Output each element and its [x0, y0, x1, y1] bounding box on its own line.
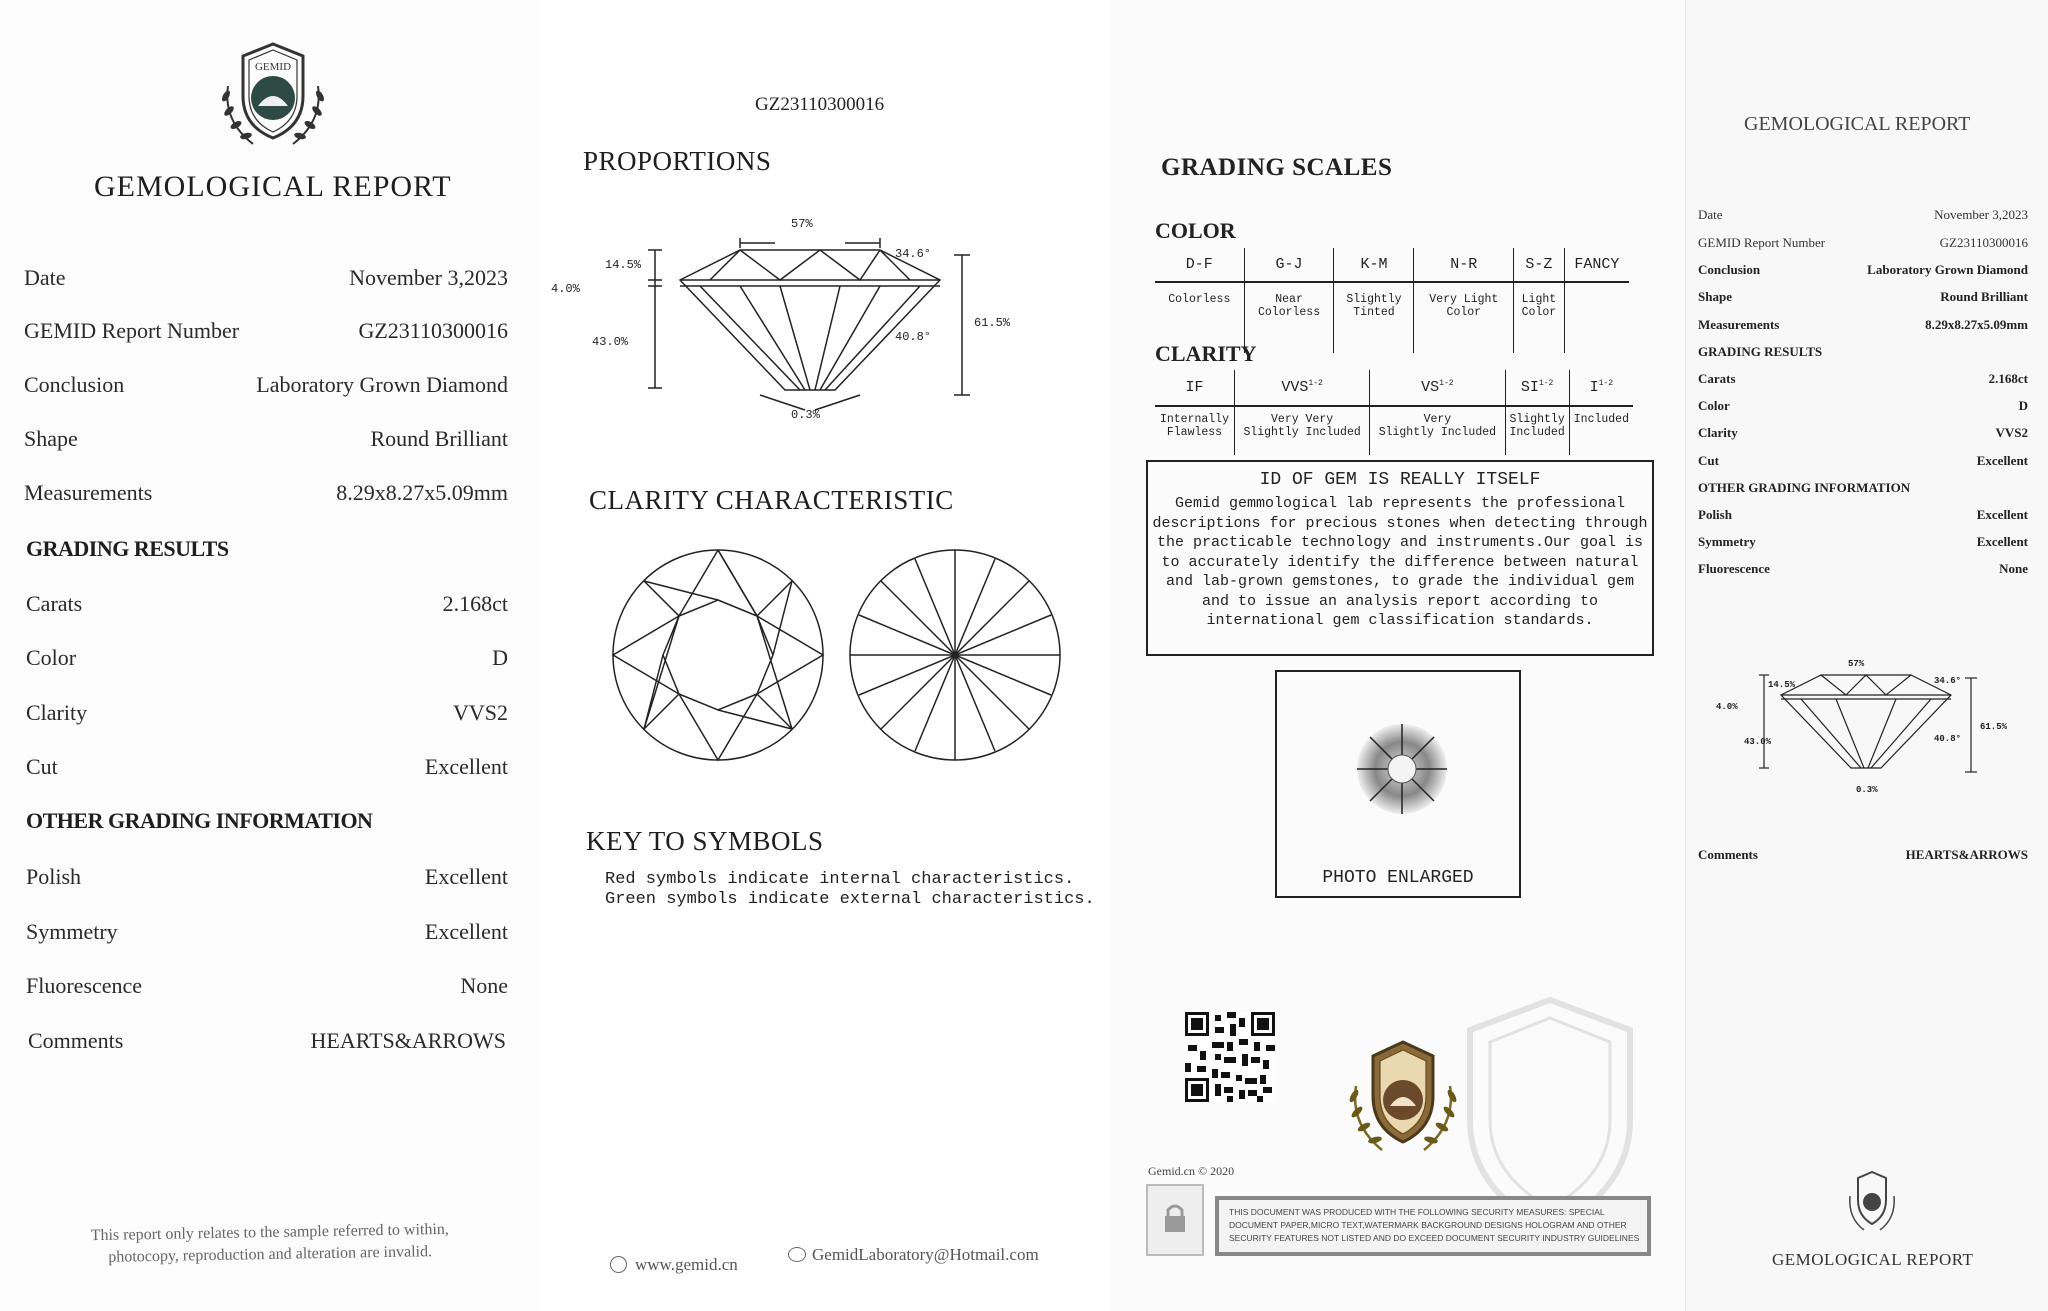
- summary-label: Measurements: [1698, 316, 1780, 332]
- color-scale-title: COLOR: [1155, 218, 1236, 243]
- clarity-characteristic-title: CLARITY CHARACTERISTIC: [589, 485, 954, 515]
- clarity-desc: Slightly: [1509, 413, 1565, 426]
- color-desc: Very Light: [1429, 293, 1499, 306]
- field-value: Round Brilliant: [370, 426, 508, 451]
- grading-results-title: GRADING RESULTS: [26, 536, 229, 561]
- other-grading-label: Symmetry: [26, 919, 118, 944]
- other-grading-value: Excellent: [424, 919, 508, 944]
- summary-label: Symmetry: [1698, 534, 1756, 550]
- clarity-scale-title: CLARITY: [1155, 341, 1257, 366]
- clarity-grade-sup: 1-2: [1308, 379, 1323, 388]
- summary-value: Laboratory Grown Diamond: [1867, 262, 2028, 278]
- clarity-desc: Included: [1573, 413, 1629, 426]
- disclaimer: [40, 1218, 501, 1270]
- other-grading-label: Polish: [26, 864, 82, 889]
- summary-total-depth-label: 61.5%: [1980, 722, 2008, 732]
- key-text: [605, 870, 1095, 910]
- summary-label: Fluorescence: [1698, 561, 1770, 577]
- color-desc-cell: [1244, 281, 1334, 353]
- color-grade-cell: [1155, 248, 1244, 281]
- summary-label: Color: [1698, 398, 1730, 414]
- field-label: Date: [24, 265, 66, 290]
- id-box-line: descriptions for precious stones when detecting through: [1152, 514, 1648, 532]
- clarity-desc-cell: [1370, 405, 1505, 455]
- clarity-grade: VS: [1421, 379, 1440, 396]
- security-line: DOCUMENT PAPER,MICRO TEXT,WATERMARK BACKGROUND DESIGNS HOLOGRAM AND OTHER: [1229, 1220, 1627, 1230]
- grading-label: Carats: [26, 591, 83, 616]
- summary-value: None: [1999, 561, 2028, 577]
- color-desc: Near: [1275, 293, 1303, 306]
- logo-text: GEMID: [254, 61, 292, 73]
- summary-girdle-label: 4.0%: [1716, 702, 1738, 712]
- gemid-logo: [208, 26, 338, 156]
- clarity-desc: Slightly Included: [1378, 426, 1497, 439]
- field-label: GEMID Report Number: [24, 318, 240, 343]
- id-box-line: and to issue an analysis report according to: [1201, 592, 1599, 610]
- color-desc: Light: [1521, 293, 1557, 306]
- summary-value: GZ23110300016: [1939, 235, 2028, 250]
- clarity-desc-cell: [1569, 405, 1633, 455]
- clarity-grade: I: [1589, 379, 1599, 396]
- disclaimer-line-1: This report only relates to the sample referred to within,: [90, 1220, 449, 1245]
- clarity-grade-cell: [1155, 370, 1234, 405]
- grading-value: Excellent: [424, 754, 508, 779]
- proportions-panel: [540, 0, 1110, 1311]
- clarity-grade-cell: [1234, 370, 1369, 405]
- summary-label: Shape: [1698, 289, 1732, 305]
- website-text: www.gemid.cn: [635, 1255, 738, 1274]
- id-box-line: the practicable technology and instruments.Our goal is: [1156, 534, 1644, 551]
- color-scale-table: [1155, 248, 1629, 353]
- summary-label: GEMID Report Number: [1698, 235, 1826, 250]
- color-grade: D-F: [1185, 256, 1213, 273]
- summary-value: Excellent: [1976, 452, 2028, 468]
- clarity-grade: SI: [1520, 379, 1539, 396]
- color-desc-cell: [1414, 281, 1514, 353]
- pavilion-view-diagram: [845, 545, 1065, 765]
- summary-value: D: [2018, 398, 2028, 414]
- proportions-diagram: [551, 210, 1020, 430]
- other-grading-label: Fluorescence: [26, 973, 143, 998]
- field-value: 8.29x8.27x5.09mm: [336, 480, 508, 505]
- key-line-red: Red symbols indicate internal characteristics.: [605, 870, 1075, 889]
- photo-caption: PHOTO ENLARGED: [1322, 868, 1474, 888]
- proportions-title: PROPORTIONS: [583, 146, 772, 176]
- id-box: [1146, 460, 1654, 656]
- field-value: GZ23110300016: [358, 318, 508, 343]
- globe-icon: [610, 1256, 627, 1273]
- summary-label: GRADING RESULTS: [1698, 343, 1823, 359]
- culet-label: 0.3%: [791, 408, 820, 422]
- summary-footer-logo: [1842, 1168, 1902, 1240]
- grading-value: 2.168ct: [442, 591, 508, 616]
- comments-label: Comments: [28, 1028, 124, 1053]
- color-grade: K-M: [1360, 256, 1388, 273]
- other-grading-value: Excellent: [424, 864, 508, 889]
- crown-view-diagram: [608, 545, 828, 765]
- summary-label: OTHER GRADING INFORMATION: [1698, 479, 1911, 495]
- diamond-photo: [1355, 722, 1449, 816]
- grading-label: Cut: [26, 754, 58, 779]
- clarity-grade-sup: 1-2: [1538, 379, 1554, 388]
- website-link[interactable]: [610, 1255, 738, 1275]
- report-main-panel: [0, 0, 540, 1311]
- grading-value: VVS2: [452, 700, 508, 725]
- clarity-grade: IF: [1185, 379, 1204, 396]
- summary-value: November 3,2023: [1934, 207, 2028, 222]
- id-box-line: international gem classification standards.: [1206, 612, 1594, 629]
- summary-label: Clarity: [1698, 425, 1738, 441]
- summary-crown-height-label: 14.5%: [1768, 680, 1796, 690]
- summary-panel: [1685, 0, 2048, 1311]
- copyright: Gemid.cn © 2020: [1148, 1164, 1235, 1178]
- crown-angle-label: 34.6°: [895, 247, 932, 261]
- summary-value: Round Brilliant: [1940, 289, 2028, 305]
- color-desc-cell: [1334, 281, 1414, 353]
- clarity-desc: Flawless: [1166, 426, 1223, 439]
- field-label: Conclusion: [24, 372, 125, 397]
- clarity-desc-cell: [1155, 405, 1234, 455]
- summary-comments-value: HEARTS&ARROWS: [1905, 847, 2028, 862]
- summary-label: Conclusion: [1698, 262, 1761, 278]
- photo-box: [1275, 670, 1521, 898]
- summary-value: Excellent: [1976, 534, 2028, 550]
- color-desc: Colorless: [1257, 306, 1321, 319]
- id-box-line: and lab-grown gemstones, to grade the individual gem: [1165, 573, 1635, 590]
- clarity-grade-sup: 1-2: [1439, 379, 1454, 388]
- clarity-grade-sup: 1-2: [1598, 379, 1614, 388]
- field-label: Measurements: [24, 480, 153, 505]
- clarity-scale-table: [1155, 370, 1633, 455]
- color-desc: Slightly: [1346, 293, 1402, 306]
- report-number-header: GZ23110300016: [755, 94, 885, 115]
- summary-comments-label: Comments: [1698, 847, 1758, 862]
- clarity-grade-cell: [1569, 370, 1633, 405]
- qr-code[interactable]: [1185, 1012, 1275, 1102]
- color-desc-cell: [1514, 281, 1565, 353]
- id-box-title: ID OF GEM IS REALLY ITSELF: [1259, 470, 1541, 490]
- clarity-desc: Included: [1509, 426, 1565, 439]
- color-desc: Color: [1446, 306, 1482, 319]
- color-grade: FANCY: [1574, 256, 1620, 273]
- color-grade-cell: [1244, 248, 1334, 281]
- clarity-grade-cell: [1505, 370, 1569, 405]
- clarity-grade-cell: [1370, 370, 1505, 405]
- disclaimer-line-2: photocopy, reproduction and alteration are invalid.: [108, 1243, 433, 1266]
- summary-crown-angle-label: 34.6°: [1934, 676, 1962, 686]
- key-line-green: Green symbols indicate external characteristics.: [605, 890, 1095, 909]
- summary-label: Cut: [1698, 452, 1719, 468]
- report-title: GEMOLOGICAL REPORT: [94, 170, 452, 203]
- clarity-desc-cell: [1505, 405, 1569, 455]
- color-grade-cell: [1564, 248, 1629, 281]
- table-label: 57%: [791, 217, 813, 231]
- clarity-desc-cell: [1234, 405, 1369, 455]
- grading-label: Color: [26, 645, 77, 670]
- summary-value: 8.29x8.27x5.09mm: [1925, 316, 2028, 332]
- key-to-symbols-title: KEY TO SYMBOLS: [586, 826, 824, 856]
- summary-value: VVS2: [1995, 425, 2028, 441]
- id-box-text: [1148, 494, 1652, 631]
- grading-value: D: [492, 645, 508, 670]
- color-grade: G-J: [1275, 256, 1303, 273]
- field-value: November 3,2023: [349, 265, 508, 290]
- color-grade-cell: [1514, 248, 1565, 281]
- comments-value: HEARTS&ARROWS: [310, 1028, 506, 1053]
- clarity-desc: Internally: [1159, 413, 1229, 426]
- summary-label: Carats: [1698, 371, 1736, 386]
- pavilion-depth-label: 43.0%: [592, 335, 629, 349]
- grading-label: Clarity: [26, 700, 88, 725]
- grading-scales-title: GRADING SCALES: [1161, 154, 1393, 181]
- security-line: SECURITY FEATURES NOT LISTED AND DO EXCEED DOCUMENT SECURITY INDUSTRY GUIDELINES: [1229, 1233, 1640, 1243]
- field-value: Laboratory Grown Diamond: [256, 372, 508, 397]
- id-box-line: to accurately identify the difference between natural: [1161, 553, 1639, 571]
- lock-icon: [1146, 1184, 1204, 1256]
- summary-proportions-diagram: [1716, 650, 2026, 795]
- security-notice: [1215, 1196, 1651, 1256]
- summary-culet-label: 0.3%: [1856, 785, 1878, 795]
- pavilion-angle-label: 40.8°: [895, 330, 932, 344]
- summary-label: Date: [1698, 207, 1723, 222]
- color-grade: S-Z: [1525, 256, 1553, 273]
- other-grading-value: None: [460, 973, 508, 998]
- clarity-grade: VVS: [1281, 379, 1309, 396]
- clarity-desc: Very Very: [1271, 413, 1334, 426]
- summary-pavilion-depth-label: 43.0%: [1744, 737, 1772, 747]
- color-grade-cell: [1414, 248, 1514, 281]
- color-grade: N-R: [1450, 256, 1478, 273]
- color-desc-cell: [1564, 281, 1629, 353]
- field-label: Shape: [24, 426, 78, 451]
- email-link[interactable]: [788, 1245, 1039, 1265]
- summary-value: 2.168ct: [1988, 371, 2028, 386]
- summary-title: GEMOLOGICAL REPORT: [1744, 113, 1971, 135]
- crown-height-label: 14.5%: [605, 258, 642, 272]
- girdle-label: 4.0%: [551, 282, 580, 296]
- other-grading-title: OTHER GRADING INFORMATION: [26, 808, 373, 833]
- security-line: THIS DOCUMENT WAS PRODUCED WITH THE FOLLOWING SECURITY MEASURES: SPECIAL: [1229, 1207, 1605, 1217]
- summary-footer-title: GEMOLOGICAL REPORT: [1772, 1250, 1974, 1269]
- grading-scales-panel: [1110, 0, 1685, 1311]
- color-desc: Colorless: [1168, 293, 1231, 306]
- color-desc: Tinted: [1353, 306, 1395, 319]
- email-icon: [788, 1247, 806, 1262]
- email-text: GemidLaboratory@Hotmail.com: [812, 1245, 1039, 1264]
- color-desc: Color: [1521, 306, 1557, 319]
- total-depth-label: 61.5%: [974, 316, 1011, 330]
- summary-label: Polish: [1698, 507, 1732, 522]
- id-box-line: Gemid gemmological lab represents the professional: [1174, 495, 1626, 512]
- clarity-desc: Slightly Included: [1243, 426, 1361, 439]
- color-grade-cell: [1334, 248, 1414, 281]
- clarity-desc: Very: [1423, 413, 1452, 426]
- summary-pavilion-angle-label: 40.8°: [1934, 734, 1962, 744]
- summary-value: Excellent: [1976, 507, 2028, 522]
- summary-table-label: 57%: [1848, 659, 1865, 669]
